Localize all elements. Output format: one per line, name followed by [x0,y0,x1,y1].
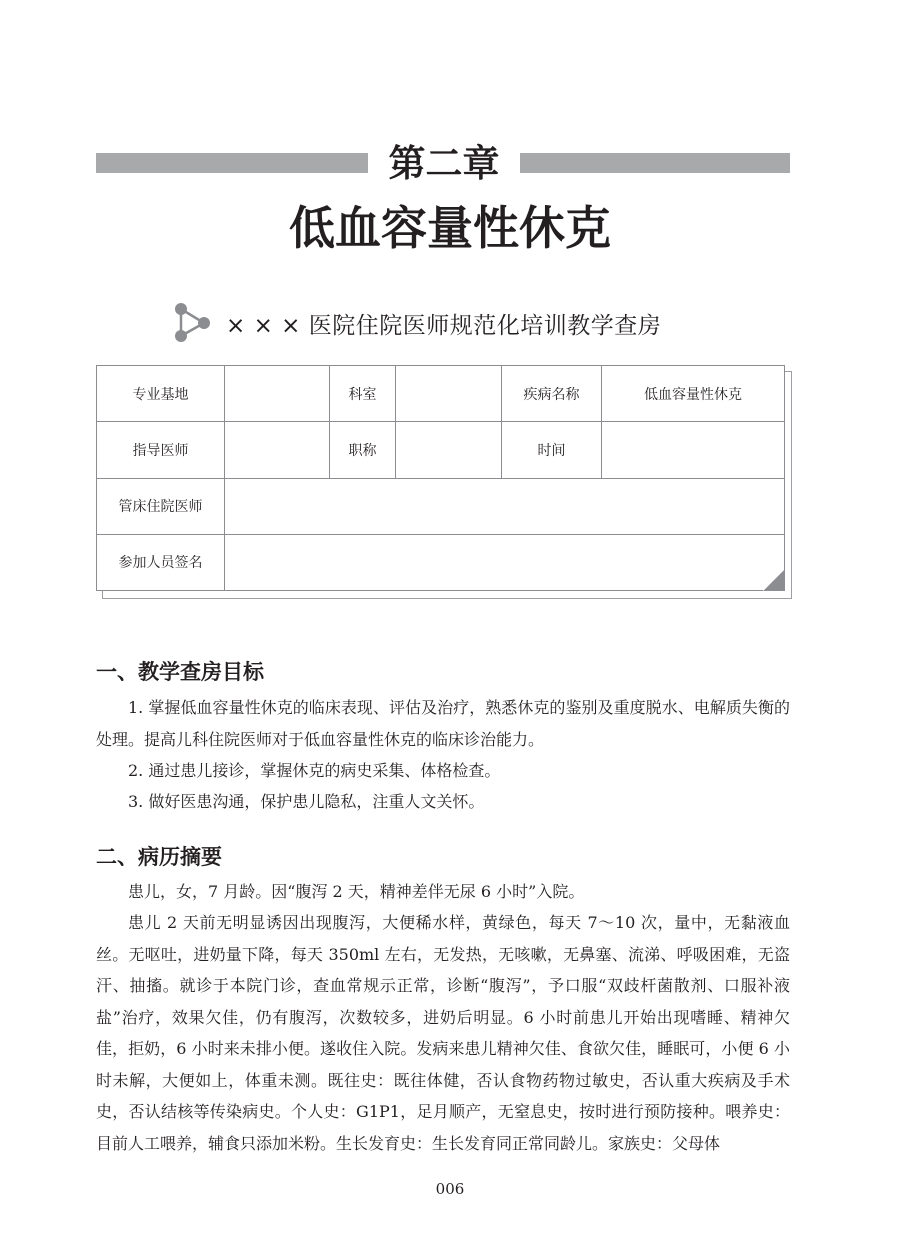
section-heading-goals: 一、教学查房目标 [96,660,264,684]
chapter-number: 第二章 [388,142,500,185]
value-title[interactable] [396,422,502,478]
table-row [97,366,785,422]
table-row [97,422,785,478]
value-department[interactable] [396,366,502,422]
molecule-icon [172,302,214,344]
table-row [97,478,785,534]
info-table [96,365,785,591]
goal-item-2: 2. 通过患儿接诊，掌握休克的病史采集、体格检查。 [128,761,501,780]
value-participants[interactable] [225,534,785,590]
label-department: 科室 [330,366,396,422]
chapter-bar-left [96,153,368,173]
value-resident[interactable] [225,478,785,534]
label-disease-name: 疾病名称 [502,366,602,422]
label-title: 职称 [330,422,396,478]
info-table-card [96,365,784,591]
subtitle: × × × 医院住院医师规范化培训教学查房 [226,312,662,339]
page-fold-cover [763,570,784,591]
chapter-bar-right [520,153,790,173]
table-row [97,534,785,590]
label-time: 时间 [502,422,602,478]
label-participants: 参加人员签名 [97,534,225,590]
label-supervisor: 指导医师 [97,422,225,478]
subtitle-row [172,301,661,345]
value-disease-name: 低血容量性休克 [602,366,785,422]
label-resident: 管床住院医师 [97,478,225,534]
value-specialty-base[interactable] [225,366,330,422]
section-heading-history: 二、病历摘要 [96,845,222,869]
value-supervisor[interactable] [225,422,330,478]
goal-item-3: 3. 做好医患沟通，保护患儿隐私，注重人文关怀。 [128,792,485,811]
page-number: 006 [435,1180,465,1198]
label-specialty-base: 专业基地 [97,366,225,422]
history-paragraph-1: 患儿，女，7 月龄。因“腹泻 2 天，精神差伴无尿 6 小时”入院。 [128,882,585,901]
goal-item-1: 1. 掌握低血容量性休克的临床表现、评估及治疗，熟悉休克的鉴别及重度脱水、电解质失衡的处理。提高儿科住院医师对于低血容量性休克的临床诊治能力。 [96,698,790,749]
chapter-title: 低血容量性休克 [289,201,611,255]
value-time[interactable] [602,422,785,478]
history-paragraph-2: 患儿 2 天前无明显诱因出现腹泻，大便稀水样，黄绿色，每天 7～10 次，量中，无黏液血丝。无呕吐，进奶量下降，每天 350ml 左右，无发热，无咳嗽，无鼻塞、流涕、呼吸困难，无盗汗、抽搐。就诊于本院门诊，查血常规示正常，诊断“腹泻”，予口服“双歧杆菌散剂、口服补液盐”治疗，效果欠佳，仍有腹泻，次数较多，进奶后明显。6 小时前患儿开始出现嗜睡、精神欠佳，拒奶，6 小时来未排小便。遂收住入院。发病来患儿精神欠佳、食欲欠佳，睡眠可，小便 6 小时未解，大便如上，体重未测。既往史：既往体健，否认食物药物过敏史，否认重大疾病及手术史，否认结核等传染病史。个人史：G1P1，足月顺产，无窒息史，按时进行预防接种。喂养史：目前人工喂养，辅食只添加米粉。生长发育史：生长发育同正常同龄儿。家族史：父母体 [96,913,790,1153]
